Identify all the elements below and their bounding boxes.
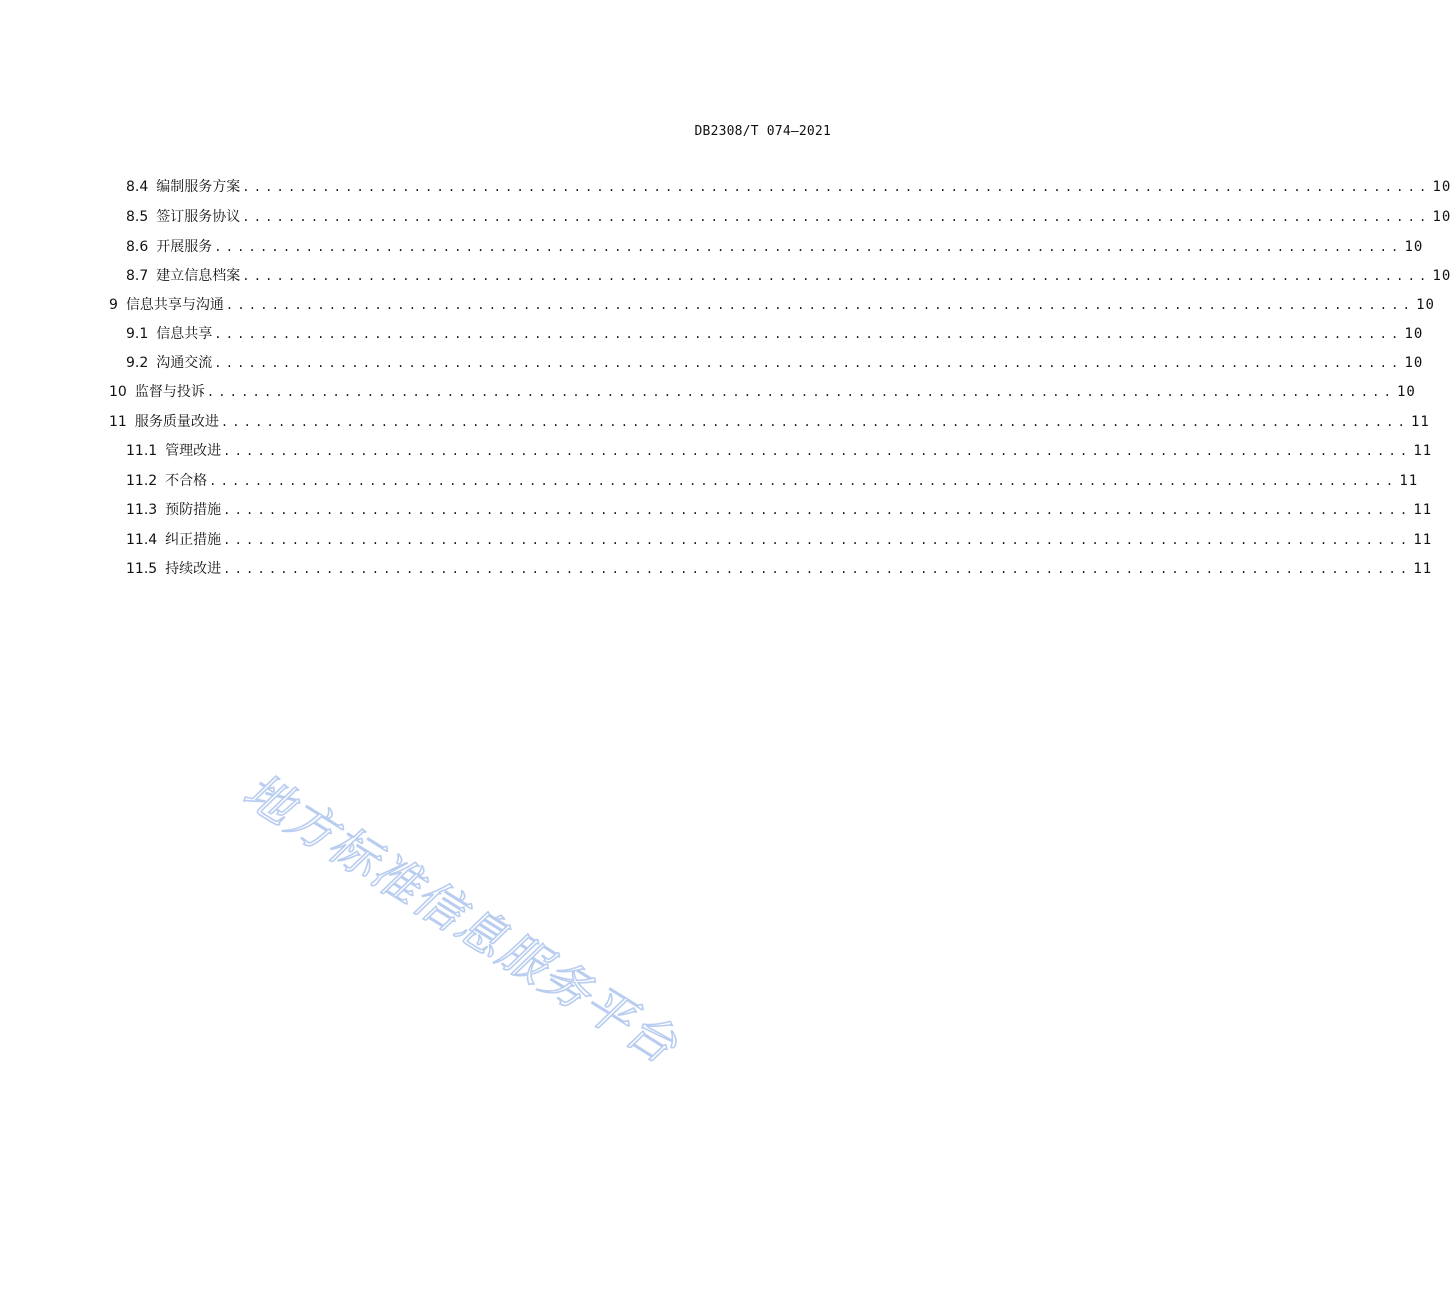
toc-leader-dots: ........................................................................................................	[225, 298, 1415, 312]
toc-entry-page: 11	[1411, 414, 1430, 430]
toc-entry-8-4[interactable]	[126, 176, 1451, 198]
toc-entry-8-7[interactable]	[126, 265, 1451, 287]
toc-entry-title: 不合格	[165, 473, 208, 489]
toc-entry-10[interactable]	[109, 381, 1416, 403]
toc-entry-page: 10	[1416, 297, 1435, 313]
toc-entry-number: 9	[109, 297, 118, 313]
toc-entry-number: 9.2	[126, 355, 149, 371]
toc-entry-8-5[interactable]	[126, 206, 1451, 228]
toc-entry-title: 持续改进	[165, 561, 222, 577]
watermark	[230, 760, 750, 1090]
toc-entry-number: 11.1	[126, 443, 158, 459]
toc-leader-dots: ........................................................................................................	[214, 327, 1403, 341]
toc-leader-dots: ........................................................................................................	[242, 180, 1431, 194]
toc-entry-11-3[interactable]	[126, 499, 1433, 521]
toc-entry-title: 监督与投诉	[134, 384, 205, 400]
toc-entry-11[interactable]	[109, 411, 1430, 433]
toc-entry-page: 11	[1413, 502, 1433, 518]
toc-entry-number: 9.1	[126, 326, 149, 342]
toc-leader-dots: ........................................................................................................	[214, 240, 1403, 254]
toc-entry-title: 编制服务方案	[156, 179, 241, 195]
toc-entry-page: 11	[1413, 532, 1433, 548]
toc-entry-number: 11	[109, 414, 127, 430]
toc-entry-number: 11.4	[126, 532, 158, 548]
toc-entry-title: 沟通交流	[156, 355, 213, 371]
toc-leader-dots: ........................................................................................................	[220, 415, 1409, 429]
toc-entry-page: 10	[1432, 179, 1451, 195]
toc-entry-11-4[interactable]	[126, 529, 1433, 551]
toc-entry-page: 10	[1432, 209, 1451, 225]
toc-entry-title: 建立信息档案	[156, 268, 241, 284]
toc-entry-page: 10	[1397, 384, 1416, 400]
toc-entry-page: 10	[1432, 268, 1451, 284]
toc-leader-dots: ........................................................................................................	[223, 444, 1412, 458]
toc-entry-page: 11	[1399, 473, 1419, 489]
toc-entry-title: 预防措施	[165, 502, 222, 518]
toc-entry-9[interactable]	[109, 294, 1435, 316]
toc-entry-11-2[interactable]	[126, 470, 1419, 492]
toc-leader-dots: ........................................................................................................	[242, 269, 1431, 283]
toc-entry-number: 11.2	[126, 473, 158, 489]
toc-entry-number: 8.5	[126, 209, 149, 225]
toc-entry-9-2[interactable]	[126, 352, 1424, 374]
toc-entry-title: 信息共享与沟通	[125, 297, 224, 313]
toc-entry-8-6[interactable]	[126, 236, 1424, 258]
toc-leader-dots: ........................................................................................................	[223, 562, 1412, 576]
toc-entry-title: 管理改进	[165, 443, 222, 459]
toc-entry-number: 8.6	[126, 239, 149, 255]
toc-leader-dots: ........................................................................................................	[223, 533, 1412, 547]
toc-entry-title: 签订服务协议	[156, 209, 241, 225]
toc-entry-page: 11	[1413, 561, 1433, 577]
toc-entry-11-1[interactable]	[126, 440, 1433, 462]
toc-entry-11-5[interactable]	[126, 558, 1433, 580]
toc-entry-9-1[interactable]	[126, 323, 1424, 345]
toc-entry-number: 11.5	[126, 561, 158, 577]
toc-leader-dots: ........................................................................................................	[209, 474, 1398, 488]
toc-entry-number: 11.3	[126, 502, 158, 518]
toc-entry-title: 信息共享	[156, 326, 213, 342]
toc-leader-dots: ........................................................................................................	[242, 210, 1431, 224]
toc-entry-number: 8.4	[126, 179, 149, 195]
watermark-text: 地方标准信息服务平台	[233, 762, 688, 1076]
toc-entry-title: 纠正措施	[165, 532, 222, 548]
toc-entry-page: 11	[1413, 443, 1433, 459]
toc-leader-dots: ........................................................................................................	[214, 356, 1403, 370]
toc-entry-number: 8.7	[126, 268, 149, 284]
toc-entry-title: 开展服务	[156, 239, 213, 255]
document-code: DB2308/T 074—2021	[694, 124, 831, 139]
toc-leader-dots: ........................................................................................................	[206, 385, 1395, 399]
toc-leader-dots: ........................................................................................................	[223, 503, 1412, 517]
toc-entry-page: 10	[1404, 239, 1424, 255]
toc-entry-page: 10	[1404, 355, 1424, 371]
toc-entry-page: 10	[1404, 326, 1424, 342]
toc-entry-title: 服务质量改进	[134, 414, 219, 430]
toc-entry-number: 10	[109, 384, 127, 400]
